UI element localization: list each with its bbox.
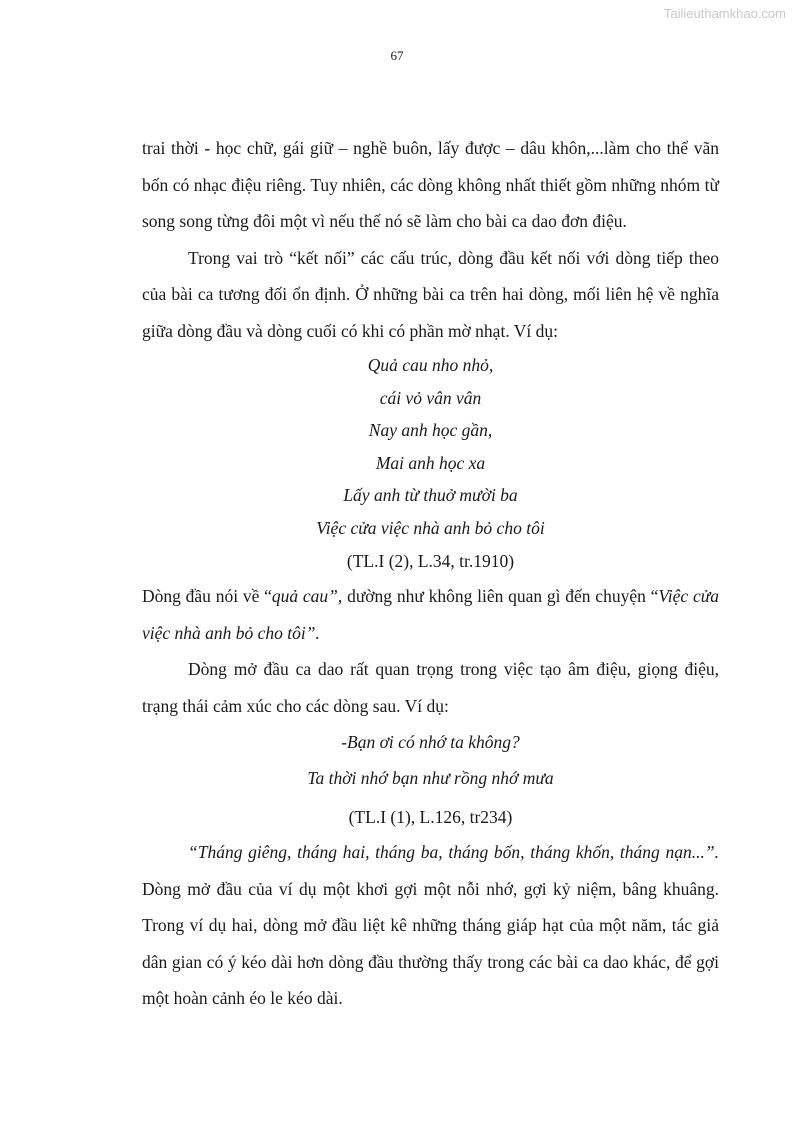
verse-block-2 [142, 724, 719, 834]
paragraph-3-quote-a: quả cau”, [271, 586, 343, 606]
paragraph-3 [142, 578, 719, 651]
watermark: Tailieuthamkhao.com [663, 6, 786, 21]
verse-line: Lấy anh từ thuở mười ba [343, 485, 518, 505]
paragraph-4: Dòng mở đầu ca dao rất quan trọng trong việc tạo âm điệu, giọng điệu, trạng thái cảm xúc cho các dòng sau. Ví dụ: [142, 659, 719, 716]
verse-line: -Bạn ơi có nhớ ta không? [341, 732, 520, 752]
paragraph-5 [142, 834, 719, 1017]
paragraph-3-quote-b: Việc cửa việc nhà anh bỏ cho tôi”. [142, 586, 720, 643]
verse-line: Ta thời nhớ bạn như rồng nhớ mưa [307, 768, 554, 788]
paragraph-3-text-a: Dòng đầu nói về “ [142, 586, 272, 606]
verse-line: Việc cửa việc nhà anh bỏ cho tôi [316, 517, 545, 538]
verse-line: Nay anh học gần, [368, 420, 493, 440]
paragraph-1: trai thời - học chữ, gái giữ – nghề buôn, lấy được – dâu khôn,...làm cho thể vãn bốn có nhạc điệu riêng. Tuy nhiên, các dòng không nhất thiết gồm những nhóm từ song song từng đôi một vì nếu thế nó sẽ làm cho bài ca dao đơn điệu. [142, 138, 719, 231]
verse-line: Mai anh học xa [375, 452, 486, 473]
verse-line: cái vỏ vân vân [379, 387, 482, 408]
document-body [142, 130, 719, 1017]
verse-block-1 [142, 349, 719, 578]
verse-line: Quả cau nho nhỏ, [367, 355, 494, 375]
paragraph-2: Trong vai trò “kết nối” các cấu trúc, dòng đầu kết nối với dòng tiếp theo của bài ca tương đối ổn định. Ở những bài ca trên hai dòng, mối liên hệ về nghĩa giữa dòng đầu và dòng cuối có khi có phần mờ nhạt. Ví dụ: [142, 247, 719, 341]
paragraph-5-quote: “Tháng giêng, tháng hai, tháng ba, tháng bốn, tháng khốn, tháng nạn...”. [188, 842, 719, 862]
page-number: 67 [390, 48, 404, 63]
citation-2: (TL.I (1), L.126, tr234) [348, 807, 513, 827]
paragraph-3-text-b: dường như không liên quan gì đến chuyện “ [342, 586, 659, 606]
citation-1: (TL.I (2), L.34, tr.1910) [346, 551, 515, 571]
paragraph-5-text: Dòng mở đầu của ví dụ một khơi gợi một nỗi nhớ, gợi kỷ niệm, bâng khuâng. Trong ví dụ hai, dòng mở đầu liệt kê những tháng giáp hạt của một năm, tác giả dân gian có ý kéo dài hơn dòng đầu thường thấy trong các bài ca dao khác, để gợi một hoàn cảnh éo le kéo dài. [142, 878, 719, 1008]
